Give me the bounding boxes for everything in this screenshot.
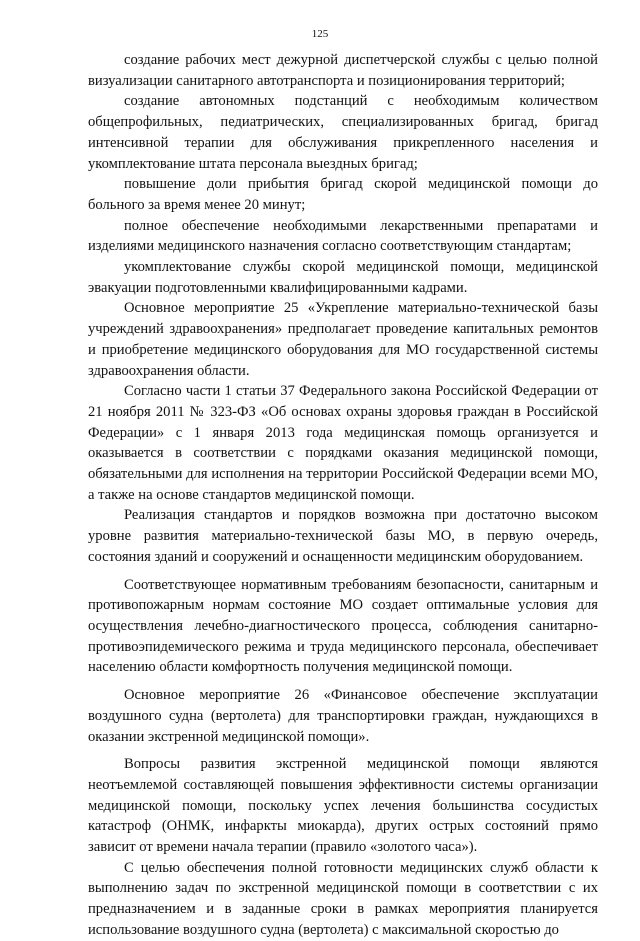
paragraph: Согласно части 1 статьи 37 Федерального закона Российской Федерации от 21 ноября 2011 № 323-ФЗ «Об основах охраны здоровья граждан в Российской Федерации» с 1 января 2013 года медицинская помощь организуется и оказывается в соответствии с порядками оказания медицинской помощи, обязательными для исполнения на территории Российской Федерации всеми МО, а также на основе стандартов медицинской помощи.: [88, 383, 598, 503]
paragraph: Реализация стандартов и порядков возможна при достаточно высоком уровне развития материально-технической базы МО, в первую очередь, состояния зданий и сооружений и оснащенности медицинским оборудованием.: [88, 507, 598, 565]
paragraph: создание рабочих мест дежурной диспетчерской службы с целью полной визуализации санитарного автотранспорта и позиционирования территорий;: [88, 52, 598, 89]
paragraph: создание автономных подстанций с необходимым количеством общепрофильных, педиатрических, специализированных бригад, бригад интенсивной терапии для обслуживания прикрепленного населения и укомплектование штата персонала выездных бригад;: [88, 93, 598, 172]
paragraph: повышение доли прибытия бригад скорой медицинской помощи до больного за время менее 20 минут;: [88, 176, 598, 213]
paragraph: С целью обеспечения полной готовности медицинских служб области к выполнению задач по экстренной медицинской помощи в соответствии с их предназначением и в заданные сроки в рамках мероприятия планируется использование воздушного судна (вертолета) с максимальной скоростью до: [88, 859, 598, 938]
paragraph: Основное мероприятие 25 «Укрепление материально-технической базы учреждений здравоохранения» предполагает проведение капитальных ремонтов и приобретение медицинского оборудования для МО государственной системы здравоохранения области.: [88, 300, 598, 379]
paragraph: укомплектование службы скорой медицинской помощи, медицинской эвакуации подготовленными квалифицированными кадрами.: [88, 259, 598, 296]
paragraph: Соответствующее нормативным требованиям безопасности, санитарным и противопожарным нормам состояние МО создает оптимальные условия для осуществления лечебно-диагностического процесса, соблюдения санитарно-противоэпидемического режима и труда медицинского персонала, обеспечивает населению области комфортность получения медицинской помощи.: [88, 576, 598, 676]
paragraph: полное обеспечение необходимыми лекарственными препаратами и изделиями медицинского назначения согласно соответствующим стандартам;: [88, 217, 598, 255]
document-body: [88, 50, 598, 941]
paragraph: Основное мероприятие 26 «Финансовое обеспечение эксплуатации воздушного судна (вертолета) для транспортировки граждан, нуждающихся в оказании экстренной медицинской помощи».: [88, 687, 598, 745]
paragraph: Вопросы развития экстренной медицинской помощи являются неотъемлемой составляющей повышения эффективности системы организации медицинской помощи, поскольку успех лечения большинства сосудистых катастроф (ОНМК, инфаркты миокарда), других острых состояний прямо зависит от времени начала терапии (правило «золотого часа»).: [88, 756, 598, 856]
page-number: 125: [311, 28, 329, 40]
